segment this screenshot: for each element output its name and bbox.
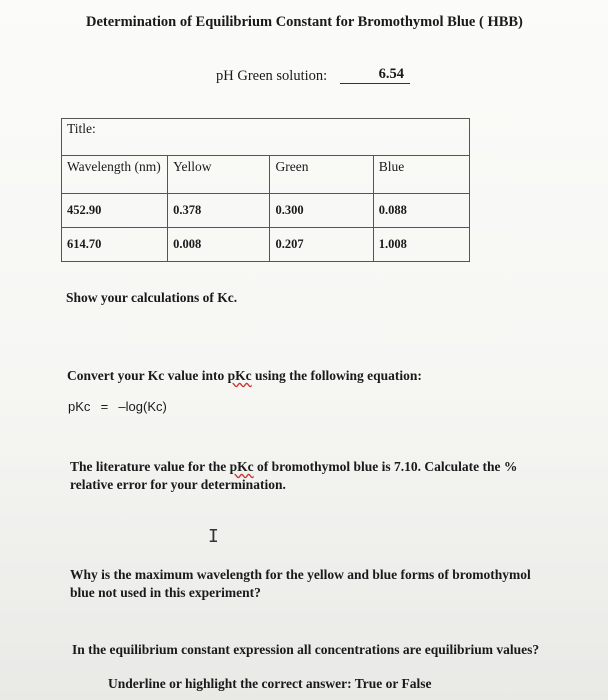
q4-line-2: blue not used in this experiment? — [70, 585, 261, 600]
cell-green: 0.207 — [270, 228, 373, 262]
q3-line-2: relative error for your determination. — [70, 477, 286, 492]
q3-line-1 — [70, 458, 517, 476]
header-blue: Blue — [373, 156, 469, 194]
table-header-row — [62, 156, 470, 194]
cell-green: 0.300 — [270, 194, 373, 228]
q2-text-after: using the following equation: — [251, 368, 422, 383]
q3-text-mid: of bromothymol blue is 7.10. Calculate the % — [253, 459, 518, 474]
equation-right: –log(Kc) — [118, 399, 167, 414]
equation-sign: = — [100, 399, 109, 414]
question-equilibrium-values: In the equilibrium constant expression all concentrations are equilibrium values? — [72, 642, 540, 657]
cell-wavelength: 452.90 — [62, 194, 168, 228]
header-wavelength: Wavelength (nm) — [62, 156, 168, 194]
q4-line-1: Why is the maximum wavelength for the yellow and blue forms of bromothymol — [70, 567, 531, 582]
cell-blue: 1.008 — [373, 228, 469, 262]
q3-text-before: The literature value for the — [70, 459, 230, 474]
question-convert-pkc — [67, 368, 422, 384]
question-relative-error — [70, 458, 517, 494]
header-green: Green — [270, 156, 373, 194]
question-calculations: Show your calculations of Kc. — [66, 290, 238, 305]
true-false-prompt[interactable]: Underline or highlight the correct answer: True or False — [108, 676, 432, 691]
question-max-wavelength — [70, 566, 531, 602]
ph-label: pH Green solution: — [216, 68, 328, 84]
text-cursor-icon: I — [208, 526, 219, 547]
document-title: Determination of Equilibrium Constant for Bromothymol Blue ( HBB) — [86, 14, 523, 30]
pkc-equation — [68, 399, 167, 414]
cell-yellow: 0.008 — [168, 228, 270, 262]
cell-wavelength: 614.70 — [62, 228, 168, 262]
table-row — [62, 194, 470, 228]
q2-text-before: Convert your Kc value into — [67, 368, 228, 383]
equation-left: pKc — [68, 399, 91, 414]
ph-value: 6.54 — [340, 66, 410, 84]
cell-yellow: 0.378 — [168, 194, 270, 228]
q3-pkc-term: pKc — [229, 459, 254, 474]
absorbance-table — [61, 118, 470, 262]
q2-pkc-term: pKc — [227, 368, 252, 383]
header-yellow: Yellow — [168, 156, 270, 194]
table-title-cell: Title: — [62, 119, 470, 156]
table-row — [62, 228, 470, 262]
table-title-row — [62, 119, 470, 156]
cell-blue: 0.088 — [373, 194, 469, 228]
